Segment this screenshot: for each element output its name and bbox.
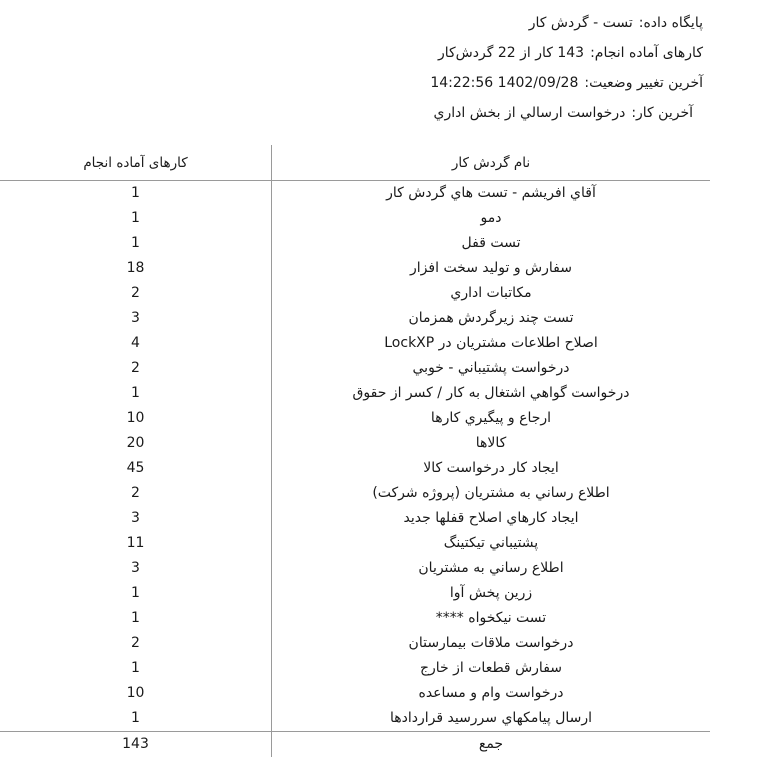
row-workflow-name: تست نيكخواه **** [435,610,547,626]
row-workflow-name: ارجاع و پيگيري كارها [430,410,552,426]
table-row [0,581,710,606]
table-row [0,531,710,556]
row-workflow-name: درخواست ملاقات بيمارستان [408,635,574,651]
row-ready-count: 1 [131,385,140,401]
table-row [0,381,710,406]
row-workflow-name: پشتيباني تيكتينگ [443,535,539,551]
row-workflow-name: اصلاح اطلاعات مشتريان در LockXP [384,335,598,351]
table-row [0,406,710,431]
last-change-label: آخرین تغییر وضعیت: [584,75,703,91]
row-ready-count: 1 [131,610,140,626]
row-workflow-name: درخواست گواهي اشتغال به كار / كسر از حقوق [352,385,630,401]
ready-tasks-label: کارهای آماده انجام: [590,45,703,61]
row-ready-count: 4 [131,335,140,351]
total-row [0,731,710,757]
row-workflow-name: اطلاع رساني به مشتريان [418,560,564,576]
row-workflow-name: ايجاد كار درخواست كالا [423,460,559,476]
row-workflow-name: تست چند زيرگردش همزمان [408,310,574,326]
row-workflow-name: مكاتبات اداري [450,285,532,301]
table-row [0,231,710,256]
row-ready-count: 10 [126,410,145,426]
row-ready-count: 1 [131,710,140,726]
row-workflow-name: اطلاع رساني به مشتريان (پروژه شركت) [372,485,610,501]
table-row [0,331,710,356]
row-ready-count: 10 [126,685,145,701]
table-row [0,681,710,706]
table-row [0,256,710,281]
workflow-summary-header [283,8,703,128]
workflow-table [0,145,710,762]
column-header-ready-tasks: کارهای آماده انجام [83,155,188,171]
last-task-line [283,98,703,128]
table-row [0,431,710,456]
row-workflow-name: كالاها [475,435,507,451]
column-header-workflow-name: نام گردش کار [451,155,531,171]
table-row [0,656,710,681]
row-ready-count: 2 [131,635,140,651]
row-workflow-name: درخواست پشتيباني - خوبي [412,360,570,376]
row-ready-count: 1 [131,185,140,201]
table-row [0,356,710,381]
total-value: 143 [122,736,149,752]
row-workflow-name: سفارش قطعات از خارج [419,660,563,676]
table-row [0,556,710,581]
row-ready-count: 3 [131,560,140,576]
database-line [283,8,703,38]
table-row [0,281,710,306]
row-ready-count: 3 [131,510,140,526]
row-ready-count: 1 [131,660,140,676]
ready-tasks-value: 143 کار از 22 گردش‌کار [437,45,585,61]
table-row [0,631,710,656]
table-row [0,306,710,331]
row-workflow-name: ايجاد كارهاي اصلاح قفلها جديد [403,510,579,526]
last-task-label: آخرین کار: [631,105,693,121]
table-row [0,481,710,506]
row-ready-count: 2 [131,485,140,501]
total-label: جمع [478,736,504,752]
row-ready-count: 11 [126,535,145,551]
table-row [0,456,710,481]
last-change-line [283,68,703,98]
row-workflow-name: آقاي افريشم - تست هاي گردش كار [386,185,596,201]
last-change-value: 1402/09/28 14:22:56 [430,75,579,91]
row-ready-count: 18 [126,260,145,276]
row-workflow-name: زرين پخش آوا [449,585,533,601]
row-ready-count: 45 [126,460,145,476]
row-ready-count: 20 [126,435,145,451]
row-ready-count: 2 [131,360,140,376]
table-row [0,506,710,531]
database-value: تست - گردش کار [528,15,633,31]
row-workflow-name: سفارش و توليد سخت افزار [410,260,572,276]
row-ready-count: 1 [131,210,140,226]
row-ready-count: 1 [131,235,140,251]
table-row [0,181,710,206]
table-row [0,706,710,731]
ready-tasks-line [283,38,703,68]
table-body [0,181,710,731]
row-workflow-name: دمو [480,210,502,226]
row-ready-count: 2 [131,285,140,301]
table-row [0,206,710,231]
row-ready-count: 1 [131,585,140,601]
last-task-value: درخواست ارسالي از بخش اداري [433,105,626,121]
row-workflow-name: درخواست وام و مساعده [418,685,564,701]
database-label: پایگاه داده: [638,15,703,31]
row-workflow-name: تست قفل [461,235,521,251]
row-ready-count: 3 [131,310,140,326]
row-workflow-name: ارسال پيامكهاي سررسيد قراردادها [389,710,593,726]
table-row [0,606,710,631]
